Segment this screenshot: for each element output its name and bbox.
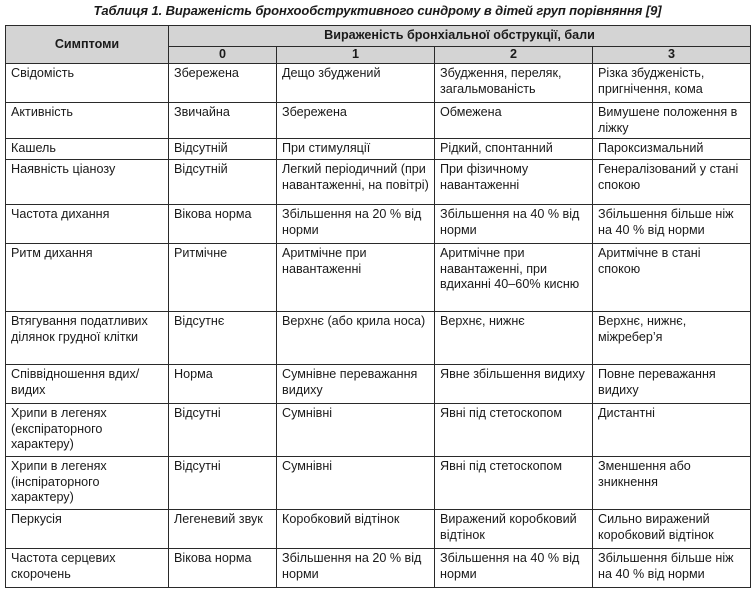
score-3-cell: Зменшення або зникнення bbox=[593, 457, 751, 510]
table-body bbox=[6, 64, 751, 588]
symptom-cell: Співвідношення вдих/видих bbox=[6, 365, 169, 404]
table-row bbox=[6, 404, 751, 457]
score-3-cell: Збільшення більше ніж на 40 % від норми bbox=[593, 549, 751, 588]
score-0-cell: Норма bbox=[169, 365, 277, 404]
table-row bbox=[6, 312, 751, 365]
score-2-cell: Явні під стетоскопом bbox=[435, 404, 593, 457]
table-caption: Таблиця 1. Вираженість бронхообструктивного синдрому в дітей груп порівняння [9] bbox=[93, 3, 662, 18]
score-1-cell: Сумнівні bbox=[277, 404, 435, 457]
symptom-cell: Активність bbox=[6, 103, 169, 139]
header-score-3: 3 bbox=[593, 47, 751, 64]
score-0-cell: Ритмічне bbox=[169, 244, 277, 312]
score-0-cell: Вікова норма bbox=[169, 205, 277, 244]
score-3-cell: Пароксизмальний bbox=[593, 139, 751, 160]
symptom-cell: Наявність ціанозу bbox=[6, 160, 169, 205]
header-score-0: 0 bbox=[169, 47, 277, 64]
table-row bbox=[6, 549, 751, 588]
score-0-cell: Вікова норма bbox=[169, 549, 277, 588]
score-0-cell: Відсутнє bbox=[169, 312, 277, 365]
score-0-cell: Звичайна bbox=[169, 103, 277, 139]
score-3-cell: Генералізований у стані спокою bbox=[593, 160, 751, 205]
score-1-cell: Верхнє (або крила носа) bbox=[277, 312, 435, 365]
score-0-cell: Відсутній bbox=[169, 139, 277, 160]
table-row bbox=[6, 103, 751, 139]
score-1-cell: Збільшення на 20 % від норми bbox=[277, 205, 435, 244]
score-2-cell: Обмежена bbox=[435, 103, 593, 139]
symptom-cell: Втягування податливих ділянок грудної клітки bbox=[6, 312, 169, 365]
header-score-1: 1 bbox=[277, 47, 435, 64]
score-1-cell: Збільшення на 20 % від норми bbox=[277, 549, 435, 588]
score-3-cell: Верхнє, нижнє, міжребер’я bbox=[593, 312, 751, 365]
score-1-cell: Коробковий відтінок bbox=[277, 510, 435, 549]
table-row bbox=[6, 205, 751, 244]
table-row bbox=[6, 64, 751, 103]
symptom-cell: Частота серцевих скорочень bbox=[6, 549, 169, 588]
score-0-cell: Легеневий звук bbox=[169, 510, 277, 549]
symptom-cell: Частота дихання bbox=[6, 205, 169, 244]
symptom-cell: Ритм дихання bbox=[6, 244, 169, 312]
score-2-cell: Рідкий, спонтанний bbox=[435, 139, 593, 160]
score-0-cell: Відсутні bbox=[169, 404, 277, 457]
score-3-cell: Повне переважання видиху bbox=[593, 365, 751, 404]
score-3-cell: Аритмічне в стані спокою bbox=[593, 244, 751, 312]
score-3-cell: Збільшення більше ніж на 40 % від норми bbox=[593, 205, 751, 244]
score-1-cell: Аритмічне при навантаженні bbox=[277, 244, 435, 312]
score-2-cell: Збільшення на 40 % від норми bbox=[435, 549, 593, 588]
table-row bbox=[6, 510, 751, 549]
score-1-cell: Сумнівне переважання видиху bbox=[277, 365, 435, 404]
score-0-cell: Відсутній bbox=[169, 160, 277, 205]
score-3-cell: Різка збудженість, пригнічення, кома bbox=[593, 64, 751, 103]
score-1-cell: При стимуляції bbox=[277, 139, 435, 160]
score-2-cell: Виражений коробковий відтінок bbox=[435, 510, 593, 549]
table-row bbox=[6, 457, 751, 510]
table-row bbox=[6, 244, 751, 312]
symptom-cell: Перкусія bbox=[6, 510, 169, 549]
symptom-cell: Кашель bbox=[6, 139, 169, 160]
table-row bbox=[6, 160, 751, 205]
score-2-cell: Верхнє, нижнє bbox=[435, 312, 593, 365]
score-1-cell: Збережена bbox=[277, 103, 435, 139]
score-2-cell: Збільшення на 40 % від норми bbox=[435, 205, 593, 244]
score-0-cell: Відсутні bbox=[169, 457, 277, 510]
score-1-cell: Дещо збуджений bbox=[277, 64, 435, 103]
score-2-cell: Явне збільшення видиху bbox=[435, 365, 593, 404]
score-0-cell: Збережена bbox=[169, 64, 277, 103]
table-header bbox=[6, 26, 751, 64]
header-score-2: 2 bbox=[435, 47, 593, 64]
score-3-cell: Дистантні bbox=[593, 404, 751, 457]
symptom-cell: Свідомість bbox=[6, 64, 169, 103]
score-2-cell: Явні під стетоскопом bbox=[435, 457, 593, 510]
score-2-cell: Аритмічне при навантаженні, при вдиханні 40–60% кисню bbox=[435, 244, 593, 312]
score-3-cell: Вимушене положення в ліжку bbox=[593, 103, 751, 139]
symptom-cell: Хрипи в легенях (інспіраторного характеру) bbox=[6, 457, 169, 510]
header-severity: Вираженість бронхіальної обструкції, бали bbox=[169, 26, 751, 47]
score-1-cell: Сумнівні bbox=[277, 457, 435, 510]
score-3-cell: Сильно виражений коробковий відтінок bbox=[593, 510, 751, 549]
score-1-cell: Легкий періодичний (при навантаженні, на повітрі) bbox=[277, 160, 435, 205]
header-symptoms: Симптоми bbox=[6, 26, 169, 64]
table-row bbox=[6, 139, 751, 160]
score-2-cell: При фізичному навантаженні bbox=[435, 160, 593, 205]
symptom-cell: Хрипи в легенях (експіраторного характеру) bbox=[6, 404, 169, 457]
table-row bbox=[6, 365, 751, 404]
score-2-cell: Збудження, переляк, загальмованість bbox=[435, 64, 593, 103]
symptom-severity-table bbox=[5, 25, 751, 588]
